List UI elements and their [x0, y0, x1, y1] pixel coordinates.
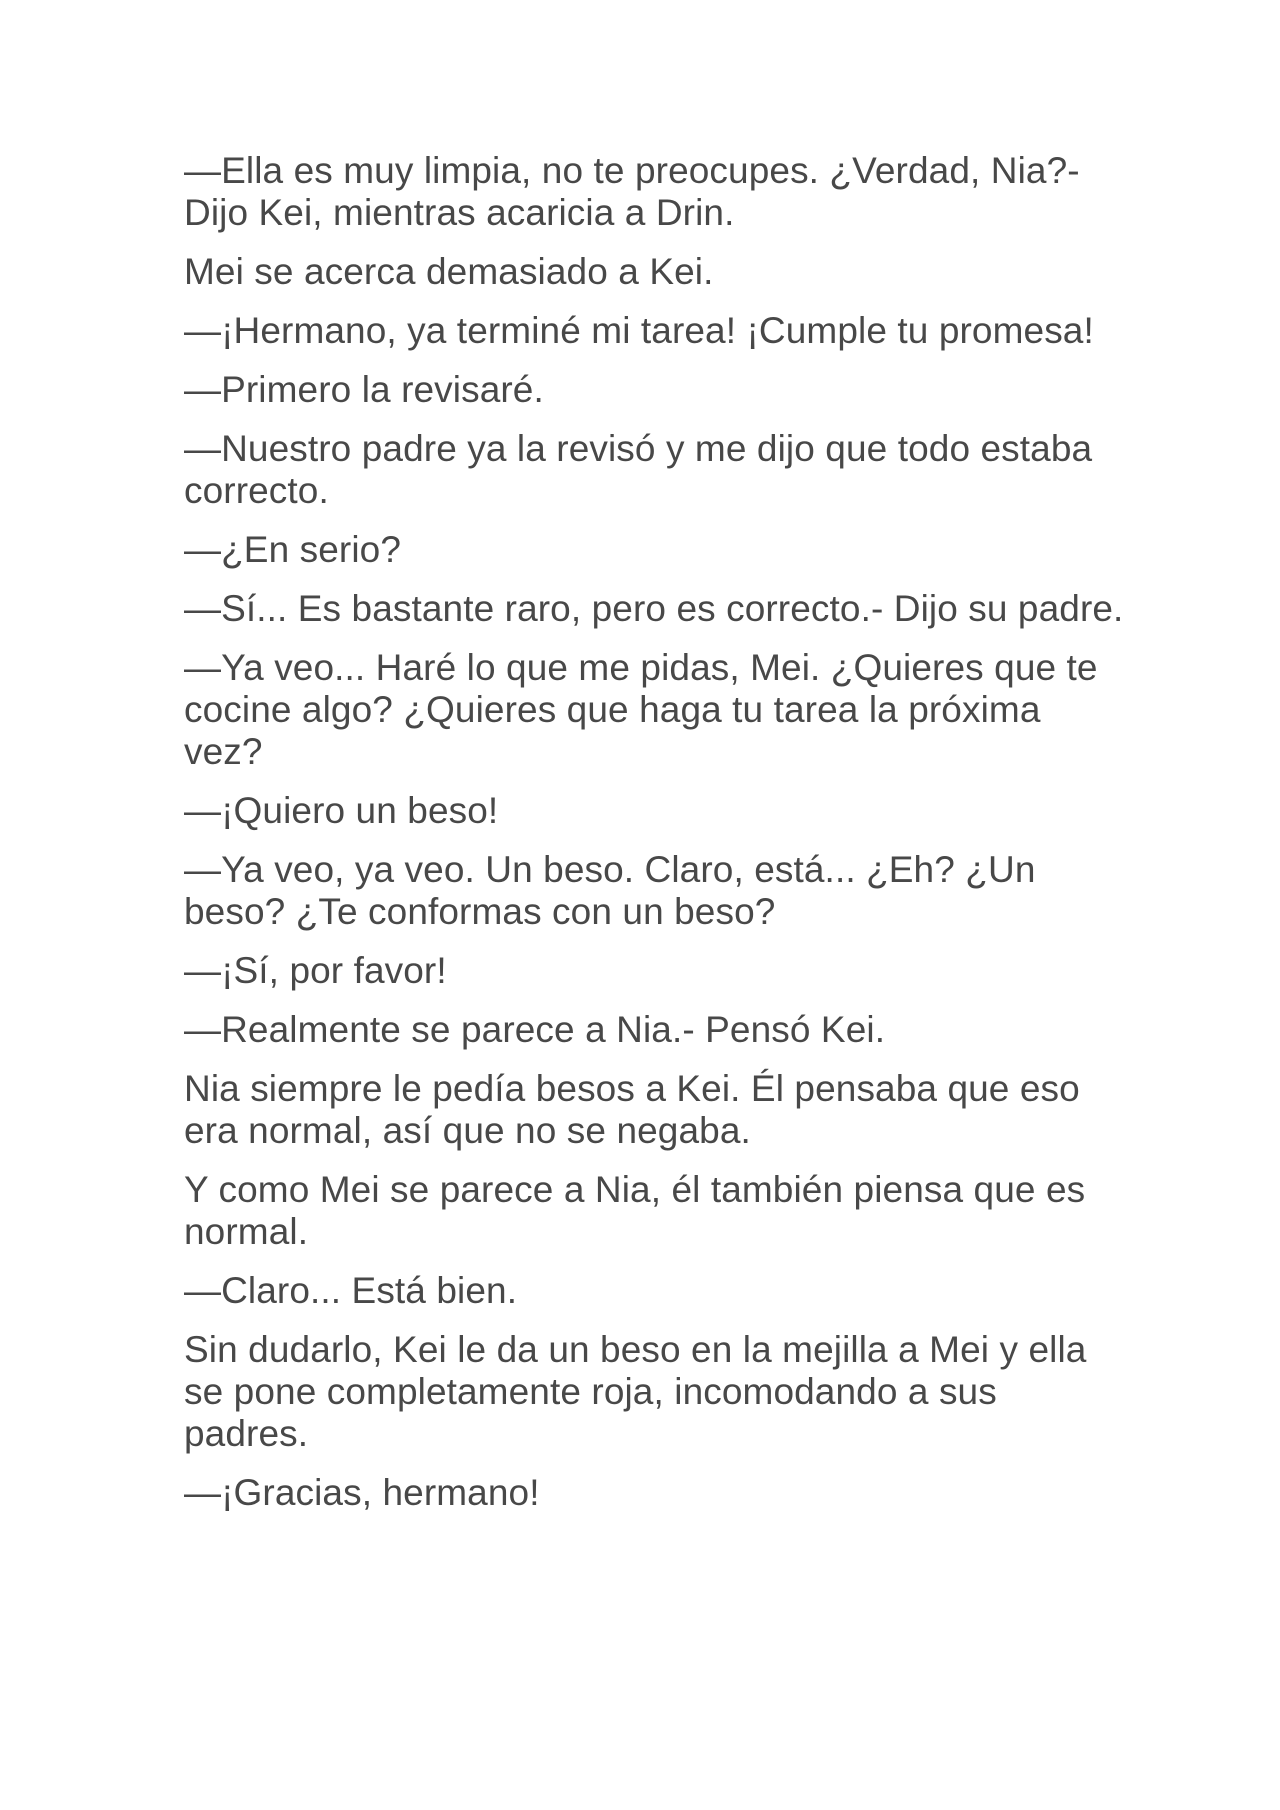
paragraph: —Claro... Está bien.: [184, 1270, 518, 1311]
paragraph: Nia siempre le pedía besos a Kei. Él pensaba que eso era normal, así que no se negaba.: [184, 1068, 1080, 1151]
paragraph: —¿En serio?: [184, 529, 402, 570]
paragraph: —¡Quiero un beso!: [184, 790, 499, 831]
paragraph: —Primero la revisaré.: [184, 369, 544, 410]
paragraph: —¡Gracias, hermano!: [184, 1472, 540, 1513]
page-body: [184, 150, 1124, 1531]
paragraph: Y como Mei se parece a Nia, él también piensa que es normal.: [184, 1169, 1086, 1252]
paragraph: —Ya veo, ya veo. Un beso. Claro, está... ¿Eh? ¿Un beso? ¿Te conformas con un beso?: [184, 849, 1036, 932]
paragraph: —Sí... Es bastante raro, pero es correcto.- Dijo su padre.: [184, 588, 1124, 629]
paragraph: —¡Hermano, ya terminé mi tarea! ¡Cumple tu promesa!: [184, 310, 1094, 351]
paragraph: Sin dudarlo, Kei le da un beso en la mejilla a Mei y ella se pone completamente roja, incomodando a sus padres.: [184, 1329, 1087, 1454]
paragraph: —Ya veo... Haré lo que me pidas, Mei. ¿Quieres que te cocine algo? ¿Quieres que haga tu tarea la próxima vez?: [184, 647, 1098, 772]
paragraph: —¡Sí, por favor!: [184, 950, 447, 991]
paragraph: Mei se acerca demasiado a Kei.: [184, 251, 714, 292]
paragraph: —Ella es muy limpia, no te preocupes. ¿Verdad, Nia?- Dijo Kei, mientras acaricia a Drin.: [184, 150, 1080, 233]
paragraph: —Realmente se parece a Nia.- Pensó Kei.: [184, 1009, 886, 1050]
paragraph: —Nuestro padre ya la revisó y me dijo que todo estaba correcto.: [184, 428, 1093, 511]
